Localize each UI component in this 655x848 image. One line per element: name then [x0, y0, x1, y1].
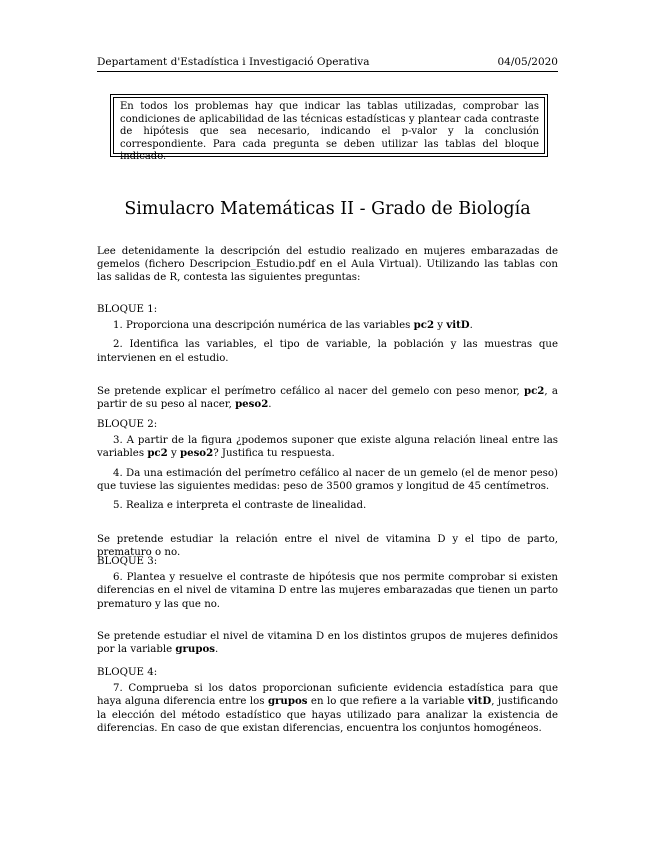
bloque-4-label: BLOQUE 4: — [97, 667, 158, 678]
bloque-1 — [97, 303, 558, 365]
bloque-4 — [97, 666, 558, 735]
context-2-text: Se pretende explicar el perímetro cefálico al nacer del gemelo con peso menor, pc2, a partir de su peso al nacer, peso2. — [97, 385, 558, 411]
question-6: 6. Plantea y resuelve el contraste de hipótesis que nos permite comprobar si existen diferencias en el nivel de vitamina D entre las mujeres embarazadas que tienen un parto prematuro y las que no. — [97, 572, 558, 610]
intro-text: Lee detenidamente la descripción del estudio realizado en mujeres embarazadas de gemelos (fichero Descripcion_Estudio.pdf en el Aula Virtual). Utilizando las tablas con las salidas de R, contesta las siguientes preguntas: — [97, 246, 558, 284]
question-4: 4. Da una estimación del perímetro cefálico al nacer de un gemelo (el de menor peso) que tuviese las siguientes medidas: peso de 3500 gramos y longitud de 45 centímetros. — [97, 467, 558, 492]
bloque-1-label: BLOQUE 1: — [97, 304, 158, 315]
bloque-3-label: BLOQUE 3: — [97, 556, 158, 567]
context-paragraph-4 — [97, 630, 558, 656]
exam-title: Simulacro Matemáticas II - Grado de Biología — [124, 199, 531, 219]
instructions-box — [110, 94, 548, 163]
instructions-text: En todos los problemas hay que indicar las tablas utilizadas, comprobar las condiciones de aplicabilidad de las técnicas estadísticas y plantear cada contraste de hipótesis que sea necesario, indicando el p-valor y la conclusión correspondiente. Para cada pregunta se deben utilizar las tablas del bloque indicado. — [113, 97, 545, 154]
header-date: 04/05/2020 — [497, 56, 558, 68]
question-3: 3. A partir de la figura ¿podemos suponer que existe alguna relación lineal entre las variables pc2 y peso2? Justifica tu respuesta. — [97, 435, 558, 460]
header-rule — [97, 71, 558, 72]
bloque-3 — [97, 555, 558, 611]
bloque-2 — [97, 418, 558, 512]
context-paragraph-2 — [97, 385, 558, 411]
question-1: 1. Proporciona una descripción numérica de las variables pc2 y vitD. — [113, 319, 473, 332]
question-7: 7. Comprueba si los datos proporcionan suficiente evidencia estadística para que haya alguna diferencia entre los grupos en lo que refiere a la variable vitD, justificando la elección del método estadístico que hayas utilizado para analizar la existencia de diferencias. En caso de que existan diferencias, encuentra los conjuntos homogéneos. — [97, 683, 558, 734]
header-department: Departament d'Estadística i Investigació Operativa — [97, 56, 370, 68]
question-2: 2. Identifica las variables, el tipo de variable, la población y las muestras que intervienen en el estudio. — [97, 339, 558, 364]
page-header — [97, 56, 558, 69]
context-4-text: Se pretende estudiar el nivel de vitamina D en los distintos grupos de mujeres definidos por la variable grupos. — [97, 631, 558, 656]
intro-paragraph — [97, 245, 558, 285]
bloque-2-label: BLOQUE 2: — [97, 419, 158, 430]
question-5: 5. Realiza e interpreta el contraste de linealidad. — [113, 500, 367, 512]
context-3-text: Se pretende estudiar la relación entre el nivel de vitamina D y el tipo de parto, prematuro o no. — [97, 534, 558, 559]
